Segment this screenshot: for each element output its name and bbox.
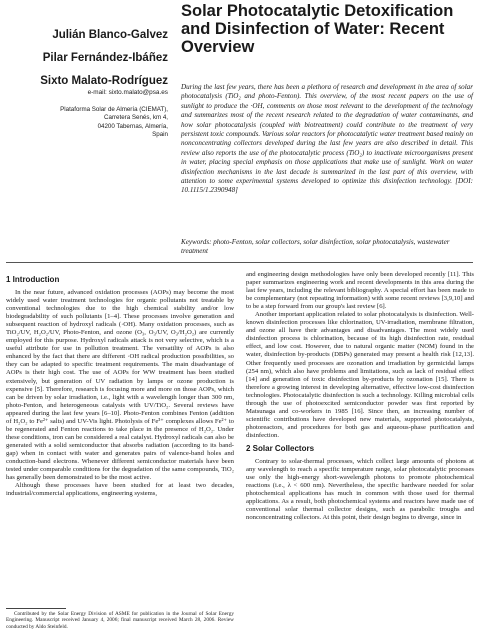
- affiliation-line: Spain: [152, 131, 168, 139]
- affiliation-line: Plataforma Solar de Almería (CIEMAT),: [60, 106, 168, 113]
- affiliation: [6, 106, 168, 140]
- body-paragraph: Contrary to solar-thermal processes, which collect large amounts of photons at any wavelength to reach a specific temperature range, solar photocatalytic processes use only the high-energy short-wavelength photons to promote photochemical reactions (i.e., λ < 600 nm). Nevertheless, the specific hardware needed for solar photochemical applications has much in common with those used for thermal applications. As a result, both photochemical systems and reactors have made use of conventional solar thermal collector designs, such as parabolic troughs and nonconcentrating collectors. At this point, their design begins to diverge, since in: [246, 457, 474, 522]
- author-name: Pilar Fernández-Ibáñez: [42, 52, 168, 64]
- author: [6, 28, 168, 42]
- keywords: Keywords: photo-Fenton, solar collectors, solar disinfection, solar photocatalysis, wastewater treatment: [181, 238, 450, 256]
- header-divider: [6, 262, 473, 263]
- left-column: [6, 271, 234, 498]
- section-heading-introduction: 1 Introduction: [6, 275, 60, 284]
- body-paragraph: and engineering design methodologies have only been developed recently [11]. This paper summarizes engineering work and recent developments in this area during the last few years, including the relevant bibliography. A special effort has been made to be complementary (not repeating information) with some recent reviews [3,9,10] and to be a step forward from our group's last review [6].: [246, 271, 474, 311]
- right-column: [246, 271, 474, 522]
- author-name: Julián Blanco-Galvez: [52, 29, 168, 41]
- affiliation-line: 04200 Tabernas, Almería,: [97, 122, 168, 130]
- author-list: [6, 28, 168, 140]
- body-paragraph: Although these processes have been studied for at least two decades, industrial/commercial applications, engineering systems,: [6, 482, 234, 498]
- author-name: Sixto Malato-Rodríguez: [40, 75, 168, 87]
- body-paragraph: In the near future, advanced oxidation processes (AOPs) may become the most widely used water treatment technologies for organic pollutants not treatable by conventional technologies due to the high chemical stability and/or low biodegradability of such pollutants [1–4]. These processes involve generation and subsequent reaction of hydroxyl radicals (·OH). Many oxidation processes, such as TiO₂/UV, H₂O₂/UV, Photo-Fenton, and ozone (O₃, O₃/UV, O₃/H₂O₂) are currently employed for this purpose. Hydroxyl radicals attack is not very selective, which is a useful attribute for use in pollution treatment. The versatility of AOPs is also enhanced by the fact that there are different ·OH radical production possibilities, so they can be adapted to specific treatment requirements. The main disadvantage of AOPs is their high cost. The use of AOPs for WW treatment has been studied extensively, but generation of UV radiation by lamps or ozone production is expensive [5]. Therefore, research is focusing more and more on those AOPs, which can be driven by solar irradiation, i.e., light with a wavelength longer than 300 nm, photo-Fenton, and heterogeneous catalysis with UV/TiO₂. Several reviews have appeared during the last few years [6–10]. Photo-Fenton combines Fenton (addition of H₂O₂ to Fe²⁺ salts) and UV-Vis light. Photolysis of Fe³⁺ complexes allows Fe²⁺ to be regenerated and Fenton reactions to take place in the presence of H₂O₂. Under these conditions, iron can be considered a real catalyst. Hydroxyl radicals can also be generated with a solid semiconductor that absorbs radiation (according to its band-gap) when in contact with water and generates pairs of valence-band holes and conduction-band electrons. Whenever different semiconductor materials have been tested under comparable conditions for the degradation of the same compounds, TiO₂ has generally been demonstrated to be the most active.: [6, 289, 234, 482]
- footnote-divider: [6, 608, 66, 609]
- section-heading-solar-collectors: 2 Solar Collectors: [246, 443, 315, 453]
- footnote: [6, 608, 234, 630]
- affiliation-line: Carretera Senés, km 4,: [104, 114, 168, 122]
- abstract: During the last few years, there has been a plethora of research and development in the area of solar photocatalysis (TiO₂ and photo-Fenton). This overview, of the most recent papers on the use of sunlight to produce the ·OH, comments on those most relevant to the development of the technology and summarizes most of the recent research related to the degradation of water contaminants, and how solar photocatalysis (coupled with biotreatment) could contribute to the treatment of very persistent toxic compounds. Various solar reactors for photocatalytic water treatment based mainly on nonconcentrating collectors developed during the last few years are also described in detail. This review also reports the use of the photocatalytic process (TiO₂) to inactivate microorganisms present in water, placing special emphasis on those applications that make use of sunlight. Work on water disinfection mechanisms in the last decade is summarized in the last part of this overview, with attention to some experimental systems developed to optimize this disinfection technology. [DOI: 10.1115/1.2390948]: [181, 83, 473, 195]
- author: [6, 74, 168, 97]
- author: [6, 51, 168, 65]
- footnote-text: Contributed by the Solar Energy Division of ASME for publication in the Journal of Solar Energy Engineering. Manuscript received January 4, 2006; final manuscript received March 28, 2006. Review conducted by Aldo Steinfeld.: [6, 611, 234, 630]
- body-paragraph: Another important application related to solar photocatalysis is disinfection. Well-known disinfection processes like chlorination, UV-irradiation, membrane filtration, and ozone all have their advantages and disadvantages. The most widely used disinfection process is chlorination, because of its high disinfection rate, residual effect, and low cost. However, due to natural organic matter (NOM) found in the water, disinfection by-products (DBPs) generated may present a health risk [12,13]. Other frequently used processes are ozonation and irradiation by germicidal lamps (254 nm), which also have problems and limitations, such as lack of residual effect [14] and generation of toxic disinfection by-products by ozonation [15]. There is therefore a growing interest in developing alternative, effective low-cost disinfection technologies. Photocatalytic disinfection is such a technology. Killing microbial cells through the use of photoexcited semiconductor powder was first reported by Matsunaga and co-workers in 1985 [16]. Since then, an increasing number of scientific contributions have developed new materials, supported photocatalysts, photoreactors, and procedures for both gas and aqueous-phase purification and disinfection.: [246, 311, 474, 439]
- paper-title: Solar Photocatalytic Detoxification and Disinfection of Water: Recent Overview: [181, 2, 454, 56]
- author-email[interactable]: e-mail: sixto.malato@psa.es: [87, 89, 168, 96]
